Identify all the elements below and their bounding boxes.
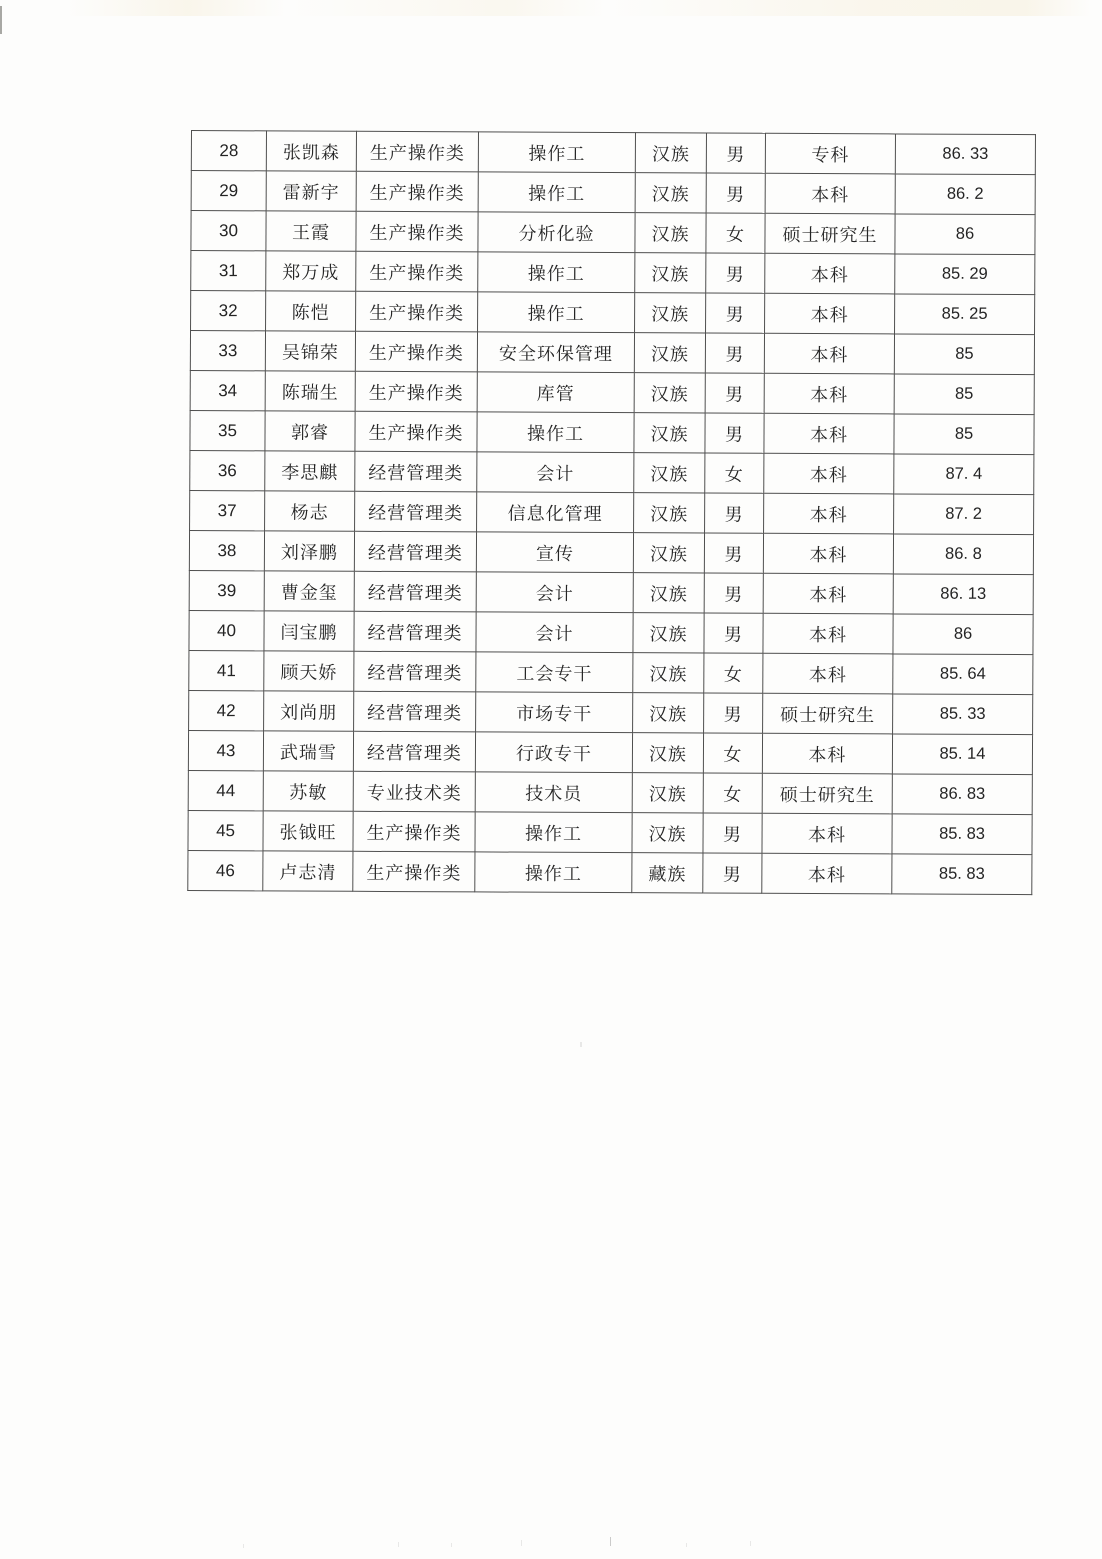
cell-name: 陈瑞生 <box>265 371 355 411</box>
cell-no: 37 <box>190 490 265 530</box>
table-row <box>188 810 1032 854</box>
cell-gender: 男 <box>704 573 763 613</box>
cell-gender: 男 <box>705 373 764 413</box>
cell-no: 31 <box>191 251 266 291</box>
cell-ethnicity: 汉族 <box>633 653 704 693</box>
cell-education: 硕士研究生 <box>765 213 895 254</box>
cell-name: 李思麒 <box>265 451 355 491</box>
cell-score: 85. 64 <box>893 654 1033 695</box>
cell-gender: 男 <box>706 293 765 333</box>
table-row <box>191 211 1035 255</box>
cell-category: 生产操作类 <box>356 211 478 252</box>
cell-ethnicity: 藏族 <box>632 853 703 893</box>
cell-position: 分析化验 <box>478 212 635 253</box>
cell-gender: 女 <box>706 213 765 253</box>
cell-position: 宣传 <box>476 532 633 573</box>
cell-name: 郭睿 <box>265 411 355 451</box>
cell-gender: 女 <box>703 733 762 773</box>
cell-no: 39 <box>189 570 264 610</box>
cell-ethnicity: 汉族 <box>635 133 706 173</box>
cell-education: 本科 <box>765 293 895 334</box>
scan-speck <box>451 1543 452 1547</box>
cell-name: 武瑞雪 <box>263 731 353 771</box>
cell-position: 工会专干 <box>476 652 633 693</box>
table-row <box>190 370 1034 414</box>
cell-category: 经营管理类 <box>353 731 475 772</box>
cell-score: 85. 25 <box>895 294 1035 335</box>
table-row <box>191 251 1035 295</box>
cell-gender: 男 <box>703 813 762 853</box>
cell-name: 刘尚朋 <box>264 691 354 731</box>
cell-education: 本科 <box>764 333 894 374</box>
cell-ethnicity: 汉族 <box>635 173 706 213</box>
cell-education: 本科 <box>765 173 895 214</box>
cell-ethnicity: 汉族 <box>633 613 704 653</box>
cell-no: 30 <box>191 211 266 251</box>
cell-gender: 男 <box>706 133 765 173</box>
table-row <box>189 530 1033 574</box>
cell-education: 本科 <box>762 733 892 774</box>
cell-gender: 男 <box>704 693 763 733</box>
cell-gender: 男 <box>705 413 764 453</box>
cell-score: 86 <box>893 614 1033 655</box>
cell-no: 42 <box>189 690 264 730</box>
table-row <box>189 610 1033 654</box>
cell-category: 生产操作类 <box>356 171 478 212</box>
cell-ethnicity: 汉族 <box>635 213 706 253</box>
cell-position: 操作工 <box>478 292 635 333</box>
cell-position: 技术员 <box>475 772 632 813</box>
cell-education: 硕士研究生 <box>763 693 893 734</box>
cell-position: 操作工 <box>477 412 634 453</box>
cell-score: 86. 83 <box>892 774 1032 815</box>
cell-no: 36 <box>190 450 265 490</box>
score-table <box>187 130 1036 895</box>
cell-gender: 女 <box>705 453 764 493</box>
cell-ethnicity: 汉族 <box>634 453 705 493</box>
table-row <box>189 650 1033 694</box>
cell-education: 本科 <box>763 653 893 694</box>
cell-no: 40 <box>189 610 264 650</box>
cell-education: 本科 <box>763 573 893 614</box>
cell-position: 操作工 <box>478 132 635 173</box>
cell-gender: 男 <box>704 613 763 653</box>
cell-no: 34 <box>190 370 265 410</box>
cell-score: 86. 33 <box>895 134 1035 175</box>
table-row <box>188 730 1032 774</box>
cell-education: 本科 <box>764 373 894 414</box>
cell-score: 86 <box>895 214 1035 255</box>
cell-score: 85. 29 <box>895 254 1035 295</box>
cell-gender: 女 <box>704 653 763 693</box>
cell-score: 85 <box>894 334 1034 375</box>
cell-education: 本科 <box>762 853 892 894</box>
scan-speck <box>580 1042 582 1047</box>
cell-education: 专科 <box>765 133 895 174</box>
table-row <box>190 450 1034 494</box>
cell-ethnicity: 汉族 <box>632 733 703 773</box>
cell-ethnicity: 汉族 <box>633 573 704 613</box>
scan-speck <box>521 1540 522 1546</box>
cell-score: 87. 2 <box>894 494 1034 535</box>
table-row <box>190 410 1034 454</box>
table-row <box>189 690 1033 734</box>
cell-category: 生产操作类 <box>355 331 477 372</box>
cell-gender: 女 <box>703 773 762 813</box>
table-row <box>188 850 1032 894</box>
cell-score: 86. 8 <box>893 534 1033 575</box>
cell-ethnicity: 汉族 <box>634 333 705 373</box>
table-row <box>190 490 1034 534</box>
cell-ethnicity: 汉族 <box>634 413 705 453</box>
cell-education: 硕士研究生 <box>762 773 892 814</box>
cell-position: 会计 <box>476 612 633 653</box>
cell-gender: 男 <box>706 173 765 213</box>
scan-speck <box>750 1541 751 1546</box>
cell-position: 操作工 <box>475 812 632 853</box>
cell-gender: 男 <box>706 253 765 293</box>
cell-name: 闫宝鹏 <box>264 611 354 651</box>
cell-score: 85 <box>894 414 1034 455</box>
cell-score: 86. 13 <box>893 574 1033 615</box>
scan-speck <box>686 1543 687 1547</box>
cell-score: 86. 2 <box>895 174 1035 215</box>
table-row <box>191 171 1035 215</box>
cell-education: 本科 <box>763 533 893 574</box>
cell-name: 吴锦荣 <box>265 331 355 371</box>
cell-score: 85 <box>894 374 1034 415</box>
cell-category: 生产操作类 <box>355 371 477 412</box>
scan-edge-artifact <box>0 6 2 34</box>
cell-no: 45 <box>188 810 263 850</box>
cell-ethnicity: 汉族 <box>634 493 705 533</box>
cell-category: 经营管理类 <box>354 571 476 612</box>
cell-name: 张钺旺 <box>263 811 353 851</box>
cell-name: 陈恺 <box>266 291 356 331</box>
scan-top-band <box>0 0 1102 16</box>
cell-category: 经营管理类 <box>355 451 477 492</box>
cell-education: 本科 <box>765 253 895 294</box>
cell-no: 44 <box>188 770 263 810</box>
cell-position: 市场专干 <box>476 692 633 733</box>
cell-gender: 男 <box>703 853 762 893</box>
cell-gender: 男 <box>705 493 764 533</box>
cell-name: 杨志 <box>265 491 355 531</box>
cell-no: 43 <box>188 730 263 770</box>
cell-name: 雷新宇 <box>266 171 356 211</box>
cell-category: 生产操作类 <box>356 251 478 292</box>
scan-speck <box>610 1537 611 1546</box>
cell-position: 行政专干 <box>475 732 632 773</box>
cell-score: 85. 83 <box>892 814 1032 855</box>
cell-ethnicity: 汉族 <box>635 293 706 333</box>
cell-name: 顾天娇 <box>264 651 354 691</box>
cell-category: 经营管理类 <box>354 651 476 692</box>
cell-category: 生产操作类 <box>356 291 478 332</box>
cell-position: 操作工 <box>478 252 635 293</box>
cell-no: 32 <box>191 291 266 331</box>
cell-score: 85. 83 <box>892 854 1032 895</box>
cell-education: 本科 <box>763 613 893 654</box>
cell-no: 33 <box>190 331 265 371</box>
cell-position: 安全环保管理 <box>477 332 634 373</box>
cell-score: 85. 33 <box>893 694 1033 735</box>
score-table-container <box>187 130 1036 895</box>
cell-name: 郑万成 <box>266 251 356 291</box>
table-row <box>188 770 1032 814</box>
cell-category: 生产操作类 <box>356 131 478 172</box>
cell-category: 专业技术类 <box>353 771 475 812</box>
cell-ethnicity: 汉族 <box>633 533 704 573</box>
scan-speck <box>243 1544 244 1548</box>
scan-speck <box>398 1542 399 1547</box>
cell-no: 46 <box>188 850 263 890</box>
cell-name: 刘泽鹏 <box>264 531 354 571</box>
table-row <box>191 131 1035 175</box>
cell-no: 38 <box>189 530 264 570</box>
cell-name: 张凯森 <box>266 131 356 171</box>
cell-name: 王霞 <box>266 211 356 251</box>
cell-ethnicity: 汉族 <box>633 693 704 733</box>
cell-score: 85. 14 <box>892 734 1032 775</box>
cell-category: 经营管理类 <box>354 691 476 732</box>
cell-no: 35 <box>190 410 265 450</box>
cell-ethnicity: 汉族 <box>635 253 706 293</box>
cell-no: 41 <box>189 650 264 690</box>
cell-name: 卢志清 <box>263 851 353 891</box>
cell-position: 信息化管理 <box>477 492 634 533</box>
cell-education: 本科 <box>762 813 892 854</box>
cell-category: 生产操作类 <box>355 411 477 452</box>
cell-position: 操作工 <box>478 172 635 213</box>
cell-score: 87. 4 <box>894 454 1034 495</box>
score-table-body <box>188 131 1036 895</box>
cell-name: 苏敏 <box>263 771 353 811</box>
cell-name: 曹金玺 <box>264 571 354 611</box>
cell-position: 库管 <box>477 372 634 413</box>
table-row <box>191 291 1035 335</box>
cell-no: 29 <box>191 171 266 211</box>
cell-education: 本科 <box>764 493 894 534</box>
cell-ethnicity: 汉族 <box>632 773 703 813</box>
cell-position: 操作工 <box>475 852 632 893</box>
cell-category: 生产操作类 <box>353 811 475 852</box>
cell-category: 生产操作类 <box>353 851 475 892</box>
cell-position: 会计 <box>477 452 634 493</box>
table-row <box>189 570 1033 614</box>
cell-category: 经营管理类 <box>354 611 476 652</box>
cell-gender: 男 <box>705 333 764 373</box>
cell-category: 经营管理类 <box>354 531 476 572</box>
cell-education: 本科 <box>764 413 894 454</box>
cell-education: 本科 <box>764 453 894 494</box>
cell-ethnicity: 汉族 <box>634 373 705 413</box>
table-row <box>190 331 1034 375</box>
cell-position: 会计 <box>476 572 633 613</box>
cell-no: 28 <box>191 131 266 171</box>
cell-category: 经营管理类 <box>355 491 477 532</box>
cell-gender: 男 <box>704 533 763 573</box>
cell-ethnicity: 汉族 <box>632 813 703 853</box>
